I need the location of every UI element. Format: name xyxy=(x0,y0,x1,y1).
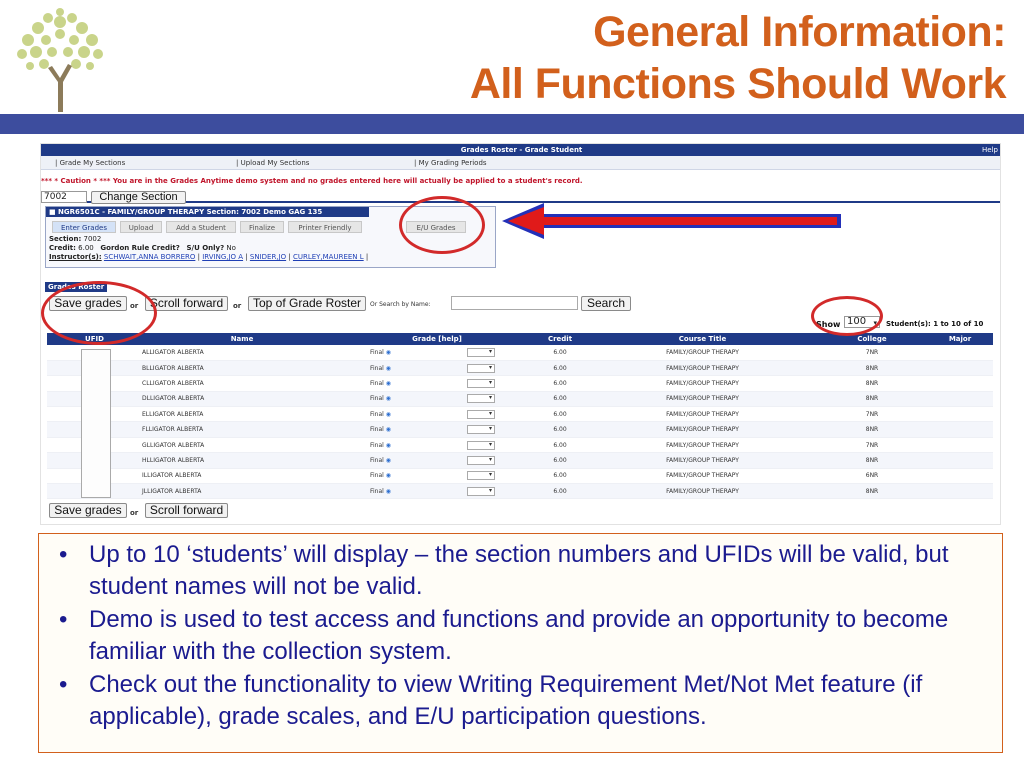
cell-grade xyxy=(342,376,532,391)
cell-credit: 6.00 xyxy=(532,468,588,483)
cell-credit: 6.00 xyxy=(532,391,588,406)
cell-credit: 6.00 xyxy=(532,422,588,437)
cell-credit: 6.00 xyxy=(532,437,588,452)
cell-name: ILLIGATOR ALBERTA xyxy=(142,468,342,483)
cell-course-title: FAMILY/GROUP THERAPY xyxy=(588,484,817,499)
grade-label: Final xyxy=(370,487,384,495)
nav-my-grading-periods[interactable]: | My Grading Periods xyxy=(414,159,487,167)
section-input[interactable]: 7002 xyxy=(41,191,87,203)
cell-name: ALLIGATOR ALBERTA xyxy=(142,345,342,360)
gordon-rule-label: Gordon Rule Credit? xyxy=(100,244,180,252)
col-grade[interactable]: Grade [help] xyxy=(342,333,532,345)
grade-label: Final xyxy=(370,426,384,434)
grade-label: Final xyxy=(370,472,384,480)
cell-course-title: FAMILY/GROUP THERAPY xyxy=(588,376,817,391)
red-arrow-icon xyxy=(500,201,845,241)
grade-select[interactable] xyxy=(467,364,495,373)
search-by-name-label: Or Search by Name: xyxy=(370,301,431,308)
scroll-forward-button-bottom[interactable]: Scroll forward xyxy=(145,503,228,518)
top-nav xyxy=(41,156,1001,170)
grade-select[interactable] xyxy=(467,425,495,434)
bullet-item: • Demo is used to test access and functions and provide an opportunity to become familiar with the collection system. xyxy=(53,604,990,667)
table-row xyxy=(47,345,993,360)
cell-college: 8NR xyxy=(817,376,927,391)
cell-credit: 6.00 xyxy=(532,360,588,375)
table-row xyxy=(47,468,993,483)
tree-logo-icon xyxy=(10,4,110,112)
cell-course-title: FAMILY/GROUP THERAPY xyxy=(588,345,817,360)
search-button[interactable]: Search xyxy=(581,296,631,311)
cell-grade xyxy=(342,484,532,499)
search-input[interactable] xyxy=(451,296,578,310)
grade-label: Final xyxy=(370,348,384,356)
window-titlebar xyxy=(41,144,1001,156)
question-icon[interactable]: ◉ xyxy=(383,395,391,403)
top-of-roster-button[interactable]: Top of Grade Roster xyxy=(248,296,366,311)
instructor-link[interactable]: SNIDER,JO xyxy=(249,253,287,261)
question-icon[interactable]: ◉ xyxy=(383,379,391,387)
slide-title-line2: All Functions Should Work xyxy=(469,60,1006,108)
cell-course-title: FAMILY/GROUP THERAPY xyxy=(588,391,817,406)
cell-credit: 6.00 xyxy=(532,376,588,391)
question-icon[interactable]: ◉ xyxy=(383,441,391,449)
slide-title-line1: General Information: xyxy=(593,8,1006,56)
or-text: or xyxy=(130,509,139,517)
credit-value: 6.00 xyxy=(78,244,94,252)
cell-grade xyxy=(342,453,532,468)
grade-label: Final xyxy=(370,379,384,387)
section-label: Section: xyxy=(49,235,82,243)
cell-credit: 6.00 xyxy=(532,407,588,422)
bullet-item: • Check out the functionality to view Writing Requirement Met/Not Met feature (if applicable), grade scales, and E/U participation questions. xyxy=(53,669,990,732)
bullet-item: • Up to 10 ‘students’ will display – the section numbers and UFIDs will be valid, but student names will not be valid. xyxy=(53,539,990,602)
table-row xyxy=(47,437,993,452)
student-count: Student(s): 1 to 10 of 10 xyxy=(886,320,984,328)
section-value: 7002 xyxy=(83,235,102,243)
slide-title xyxy=(470,6,1006,110)
show-count-value: 100 xyxy=(847,316,867,327)
cell-college: 8NR xyxy=(817,422,927,437)
cell-major xyxy=(927,345,993,360)
cell-name: ELLIGATOR ALBERTA xyxy=(142,407,342,422)
table-row xyxy=(47,360,993,375)
question-icon[interactable]: ◉ xyxy=(383,348,391,356)
instructor-link[interactable]: SCHWAIT,ANNA BORRERO xyxy=(103,253,196,261)
table-row xyxy=(47,407,993,422)
cell-name: DLLIGATOR ALBERTA xyxy=(142,391,342,406)
chevron-down-icon: ▾ xyxy=(873,319,877,327)
grade-label: Final xyxy=(370,410,384,418)
grade-select[interactable] xyxy=(467,456,495,465)
cell-course-title: FAMILY/GROUP THERAPY xyxy=(588,360,817,375)
cell-college: 8NR xyxy=(817,484,927,499)
col-course-title: Course Title xyxy=(588,333,817,345)
cell-course-title: FAMILY/GROUP THERAPY xyxy=(588,422,817,437)
instructor-link[interactable]: CURLEY,MAUREEN L xyxy=(292,253,364,261)
question-icon[interactable]: ◉ xyxy=(383,487,391,495)
cell-college: 7NR xyxy=(817,407,927,422)
cell-major xyxy=(927,376,993,391)
cell-course-title: FAMILY/GROUP THERAPY xyxy=(588,453,817,468)
cell-credit: 6.00 xyxy=(532,453,588,468)
cell-name: GLLIGATOR ALBERTA xyxy=(142,437,342,452)
cell-major xyxy=(927,407,993,422)
save-grades-button-bottom[interactable]: Save grades xyxy=(49,503,127,518)
col-ufid: UFID xyxy=(47,333,142,345)
tab-upload[interactable]: Upload xyxy=(120,221,162,233)
instructors-label: Instructor(s): xyxy=(49,253,102,261)
cell-name: CLLIGATOR ALBERTA xyxy=(142,376,342,391)
table-row xyxy=(47,453,993,468)
ufid-column-box xyxy=(81,349,111,498)
cell-name: HLLIGATOR ALBERTA xyxy=(142,453,342,468)
grades-roster-label: Grades Roster xyxy=(45,282,107,292)
grade-label: Final xyxy=(370,441,384,449)
cell-course-title: FAMILY/GROUP THERAPY xyxy=(588,437,817,452)
cell-major xyxy=(927,453,993,468)
tab-add-student[interactable]: Add a Student xyxy=(166,221,236,233)
col-credit: Credit xyxy=(532,333,588,345)
change-section-button[interactable]: Change Section xyxy=(91,191,186,204)
cell-college: 6NR xyxy=(817,468,927,483)
tab-enter-grades[interactable]: Enter Grades xyxy=(52,221,116,233)
bullet-box xyxy=(38,533,1003,753)
or-text: or xyxy=(130,302,139,310)
cell-credit: 6.00 xyxy=(532,345,588,360)
cell-grade xyxy=(342,407,532,422)
grade-select[interactable] xyxy=(467,394,495,403)
question-icon[interactable]: ◉ xyxy=(383,472,391,480)
window-title: Grades Roster - Grade Student xyxy=(460,146,583,154)
cell-name: BLLIGATOR ALBERTA xyxy=(142,360,342,375)
grade-select[interactable] xyxy=(467,410,495,419)
cell-major xyxy=(927,484,993,499)
caution-message: *** * Caution * *** You are in the Grades Anytime demo system and no grades entered here will actually be applied to a student's record. xyxy=(41,177,583,185)
show-label: Show xyxy=(816,320,841,329)
cell-grade xyxy=(342,391,532,406)
cell-major xyxy=(927,360,993,375)
roster-table xyxy=(47,333,993,499)
grade-select[interactable] xyxy=(467,348,495,357)
cell-course-title: FAMILY/GROUP THERAPY xyxy=(588,468,817,483)
grade-select[interactable] xyxy=(467,379,495,388)
col-college: College xyxy=(817,333,927,345)
help-link[interactable]: Help xyxy=(982,146,998,154)
credit-label: Credit: xyxy=(49,244,76,252)
col-name: Name xyxy=(142,333,342,345)
grade-label: Final xyxy=(370,456,384,464)
grade-select[interactable] xyxy=(467,441,495,450)
table-row xyxy=(47,391,993,406)
su-only-label: S/U Only? xyxy=(186,244,225,252)
cell-college: 8NR xyxy=(817,391,927,406)
cell-grade xyxy=(342,468,532,483)
cell-college: 7NR xyxy=(817,437,927,452)
nav-upload-my-sections[interactable]: | Upload My Sections xyxy=(236,159,310,167)
grade-label: Final xyxy=(370,364,384,372)
cell-college: 8NR xyxy=(817,453,927,468)
cell-course-title: FAMILY/GROUP THERAPY xyxy=(588,407,817,422)
save-grades-button[interactable]: Save grades xyxy=(49,296,127,311)
cell-grade xyxy=(342,345,532,360)
cell-major xyxy=(927,422,993,437)
bullet-list xyxy=(53,539,990,732)
tab-printer-friendly[interactable]: Printer Friendly xyxy=(288,221,362,233)
cell-major xyxy=(927,437,993,452)
nav-grade-my-sections[interactable]: | Grade My Sections xyxy=(55,159,126,167)
annotation-circle-eu-grades xyxy=(399,196,485,254)
grade-select[interactable] xyxy=(467,487,495,496)
annotation-circle-show xyxy=(811,296,883,336)
instructors-info: Instructor(s): SCHWAIT,ANNA BORRERO | IRVING,JO A | SNIDER,JO | CURLEY,MAUREEN L | xyxy=(49,253,369,261)
section-info xyxy=(49,235,101,243)
table-row xyxy=(47,422,993,437)
course-header: ■ NGR6501C - FAMILY/GROUP THERAPY Section: 7002 Demo GAG 135 xyxy=(46,207,369,217)
credit-info xyxy=(49,244,236,252)
scroll-forward-button[interactable]: Scroll forward xyxy=(145,296,228,311)
cell-grade xyxy=(342,422,532,437)
grade-label: Final xyxy=(370,395,384,403)
cell-name: FLLIGATOR ALBERTA xyxy=(142,422,342,437)
cell-grade xyxy=(342,437,532,452)
table-row xyxy=(47,376,993,391)
su-only-value: No xyxy=(226,244,236,252)
instructor-link[interactable]: IRVING,JO A xyxy=(202,253,244,261)
tab-eu-grades[interactable]: E/U Grades xyxy=(406,221,466,233)
cell-name: JLLIGATOR ALBERTA xyxy=(142,484,342,499)
col-major: Major xyxy=(927,333,993,345)
cell-college: 7NR xyxy=(817,345,927,360)
tab-finalize[interactable]: Finalize xyxy=(240,221,284,233)
annotation-circle-save xyxy=(41,281,157,345)
question-icon[interactable]: ◉ xyxy=(383,456,391,464)
table-row xyxy=(47,484,993,499)
cell-credit: 6.00 xyxy=(532,484,588,499)
cell-major xyxy=(927,391,993,406)
grade-select[interactable] xyxy=(467,471,495,480)
cell-college: 8NR xyxy=(817,360,927,375)
cell-major xyxy=(927,468,993,483)
header-band xyxy=(0,114,1024,134)
question-icon[interactable]: ◉ xyxy=(383,364,391,372)
cell-grade xyxy=(342,360,532,375)
question-icon[interactable]: ◉ xyxy=(383,426,391,434)
question-icon[interactable]: ◉ xyxy=(383,410,391,418)
or-text: or xyxy=(233,302,242,310)
